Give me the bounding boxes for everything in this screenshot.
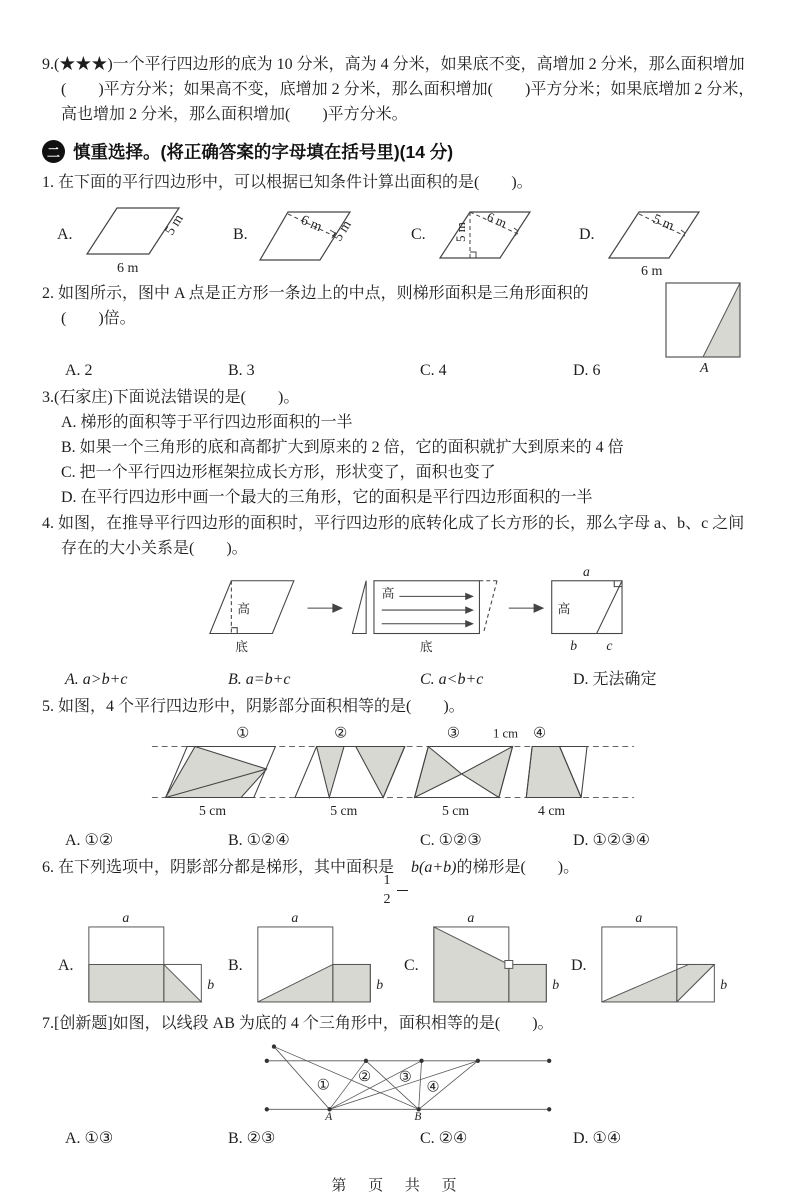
- height-label-3: 高: [557, 602, 571, 616]
- gap-dim-label: 1 cm: [492, 726, 519, 741]
- option-d: D. 6: [573, 362, 601, 379]
- side-b-label: b: [570, 638, 578, 654]
- figure-q1-b: [233, 198, 411, 280]
- figure-q1-a-label: A.: [57, 226, 73, 243]
- base-1-label: 5 cm: [198, 803, 227, 819]
- dim-side: 5 m: [162, 212, 187, 239]
- option-a: A. a>b+c: [65, 671, 128, 688]
- base-2-label: 5 cm: [330, 803, 358, 819]
- option-d: D. 无法确定: [573, 671, 657, 688]
- figure-q1-c: [411, 198, 579, 280]
- parallelogram-to-rectangle-figure: [204, 567, 624, 659]
- question-5-stem: 5. 如图，4 个平行四边形中，阴影部分面积相等的是( )。: [42, 698, 465, 715]
- question-2-options: [42, 357, 755, 384]
- option-c: C. a<b+c: [420, 671, 484, 688]
- option-b: B. ①②④: [228, 832, 290, 849]
- base-label-2: 底: [419, 640, 433, 655]
- question-4-options: [42, 666, 755, 693]
- figure-q6-b-label: B.: [228, 957, 243, 974]
- option-a: A. ①③: [65, 1130, 114, 1147]
- question-6-text-pre: 6. 在下列选项中，阴影部分都是梯形，其中面积是: [42, 859, 395, 876]
- figure-q6-b: [228, 911, 404, 1010]
- option-d: D. 在平行四边形中画一个最大的三角形，它的面积是平行四边形面积的一半: [61, 489, 593, 506]
- question-6-figures: [42, 911, 755, 1010]
- triangle-2-label: ②: [358, 1068, 371, 1085]
- question-9-text: (★★★)一个平行四边形的底为 10 分米，高为 4 分米，如果底不变，高增加 2 分米，那么面积增加( )平方分米；如果高不变，底增加 2 分米，那么面积增加( )平方分米；如果底增加 2 分米，高也增加 2 分米，那么面积增加( )平方分米。: [54, 56, 755, 123]
- dim-a-label: a: [634, 911, 642, 926]
- parallelogram-figure-b: [250, 198, 368, 280]
- parallelogram-figure-d: [597, 198, 715, 280]
- dim-diag: 6 m: [484, 208, 509, 231]
- option-b: B. 如果一个三角形的底和高都扩大到原来的 2 倍，它的面积就扩大到原来的 4 倍: [61, 439, 624, 456]
- option-c: C. 把一个平行四边形框架拉成长方形，形状变了，面积也变了: [61, 464, 496, 481]
- parallelogram-figure-a: [75, 198, 193, 280]
- dim-base: 6 m: [116, 261, 138, 276]
- question-3-stem: 3.(石家庄)下面说法错误的是( )。: [42, 389, 300, 406]
- question-7-options: [42, 1125, 755, 1152]
- figure-q1-d-label: D.: [579, 226, 595, 243]
- question-5: [42, 694, 755, 854]
- four-parallelograms-figure: [148, 722, 638, 822]
- option-c: C. 4: [420, 362, 447, 379]
- trapezoid-figure-d: [590, 911, 738, 1010]
- figure-q6-a: [58, 911, 228, 1010]
- shape-1-label: ①: [236, 725, 250, 742]
- fraction-one-half: $\frac{1}{2}$: [397, 874, 408, 907]
- figure-q1-b-label: B.: [233, 226, 248, 243]
- figure-q1-a: [57, 198, 233, 280]
- question-1: [42, 170, 755, 280]
- dim-a-label: a: [467, 911, 474, 926]
- option-d: D. ①②③④: [573, 832, 650, 849]
- question-6-text-post: 的梯形是( )。: [456, 859, 580, 876]
- dim-side: 5 m: [330, 218, 355, 245]
- parallelogram-figure-c: [428, 198, 546, 280]
- trapezoid-figure-c: [422, 911, 570, 1010]
- option-b: B. a=b+c: [228, 671, 291, 688]
- figure-q6-d: [571, 911, 755, 1010]
- side-a-label: a: [582, 567, 590, 579]
- dim-b-label: b: [719, 977, 727, 993]
- question-4: [42, 511, 755, 693]
- option-c: C. ②④: [420, 1130, 468, 1147]
- question-3: [42, 385, 755, 510]
- question-6: [42, 855, 755, 1010]
- triangle-4-label: ④: [426, 1079, 440, 1096]
- four-triangles-figure: [258, 1038, 558, 1120]
- height-label-2: 高: [381, 586, 395, 601]
- side-c-label: c: [606, 638, 613, 654]
- option-a: A. ①②: [65, 832, 114, 849]
- question-4-stem: 4. 如图，在推导平行四边形的面积时，平行四边形的底转化成了长方形的长，那么字母 a、b、c 之间存在的大小关系是( )。: [42, 515, 745, 557]
- figure-q1-d: [579, 198, 755, 280]
- option-a: A. 2: [65, 362, 93, 379]
- question-1-figures: [42, 198, 755, 280]
- shape-4-label: ④: [533, 725, 547, 742]
- question-9: [42, 52, 755, 127]
- dim-a-label: a: [121, 911, 129, 926]
- option-b: B. 3: [228, 362, 255, 379]
- dim-diag: 5 m: [649, 211, 676, 235]
- dim-b-label: b: [375, 977, 383, 993]
- trapezoid-figure-a: [77, 911, 225, 1010]
- question-6-formula: b(a+b): [411, 859, 457, 876]
- section-two-header: [42, 139, 755, 164]
- shape-3-label: ③: [446, 725, 461, 742]
- dim-a-label: a: [291, 911, 298, 926]
- question-5-options: [42, 827, 755, 854]
- question-6-stem: [42, 855, 755, 907]
- option-d: D. ①④: [573, 1130, 622, 1147]
- fraction-bar: [397, 890, 408, 891]
- figure-q6-a-label: A.: [58, 957, 74, 974]
- question-9-stem: [42, 52, 755, 127]
- question-2-stem: 2. 如图所示，图中 A 点是正方形一条边上的中点，则梯形面积是三角形面积的( )倍。: [42, 285, 589, 327]
- triangle-3-label: ③: [398, 1069, 412, 1086]
- base-3-label: 5 cm: [442, 803, 470, 819]
- point-a-label: A: [700, 361, 709, 374]
- question-7: [42, 1011, 755, 1152]
- base-label-1: 底: [235, 640, 248, 655]
- dim-height: 5 m: [452, 222, 468, 242]
- figure-q6-c: [404, 911, 571, 1010]
- option-b: B. ②③: [228, 1130, 276, 1147]
- section-two-title: 慎重选择。(将正确答案的字母填在括号里)(14 分): [73, 142, 454, 162]
- dim-diag: 6 m: [298, 212, 324, 236]
- trapezoid-figure-b: [246, 911, 394, 1010]
- page-footer: 第 页 共 页: [331, 1178, 466, 1194]
- section-two-badge-icon: 二: [42, 140, 65, 163]
- shape-2-label: ②: [334, 725, 348, 742]
- question-2: [42, 281, 755, 384]
- base-4-label: 4 cm: [538, 803, 566, 819]
- question-1-stem: 1. 在下面的平行四边形中，可以根据已知条件计算出面积的是( )。: [42, 174, 533, 191]
- point-a-label: A: [325, 1111, 333, 1120]
- point-b-label: B: [414, 1111, 422, 1120]
- figure-q6-d-label: D.: [571, 957, 587, 974]
- option-a: A. 梯形的面积等于平行四边形面积的一半: [61, 414, 353, 431]
- question-9-number: 9.: [42, 56, 54, 73]
- dim-b-label: b: [206, 977, 214, 993]
- dim-base: 6 m: [640, 264, 662, 279]
- question-7-stem: 7.[创新题]如图，以线段 AB 为底的 4 个三角形中，面积相等的是( )。: [42, 1015, 554, 1032]
- figure-q6-c-label: C.: [404, 957, 419, 974]
- height-label-1: 高: [237, 602, 250, 616]
- figure-q1-c-label: C.: [411, 226, 426, 243]
- triangle-1-label: ①: [316, 1077, 330, 1094]
- square-triangle-figure: [650, 279, 755, 374]
- dim-b-label: b: [551, 977, 559, 993]
- option-c: C. ①②③: [420, 832, 482, 849]
